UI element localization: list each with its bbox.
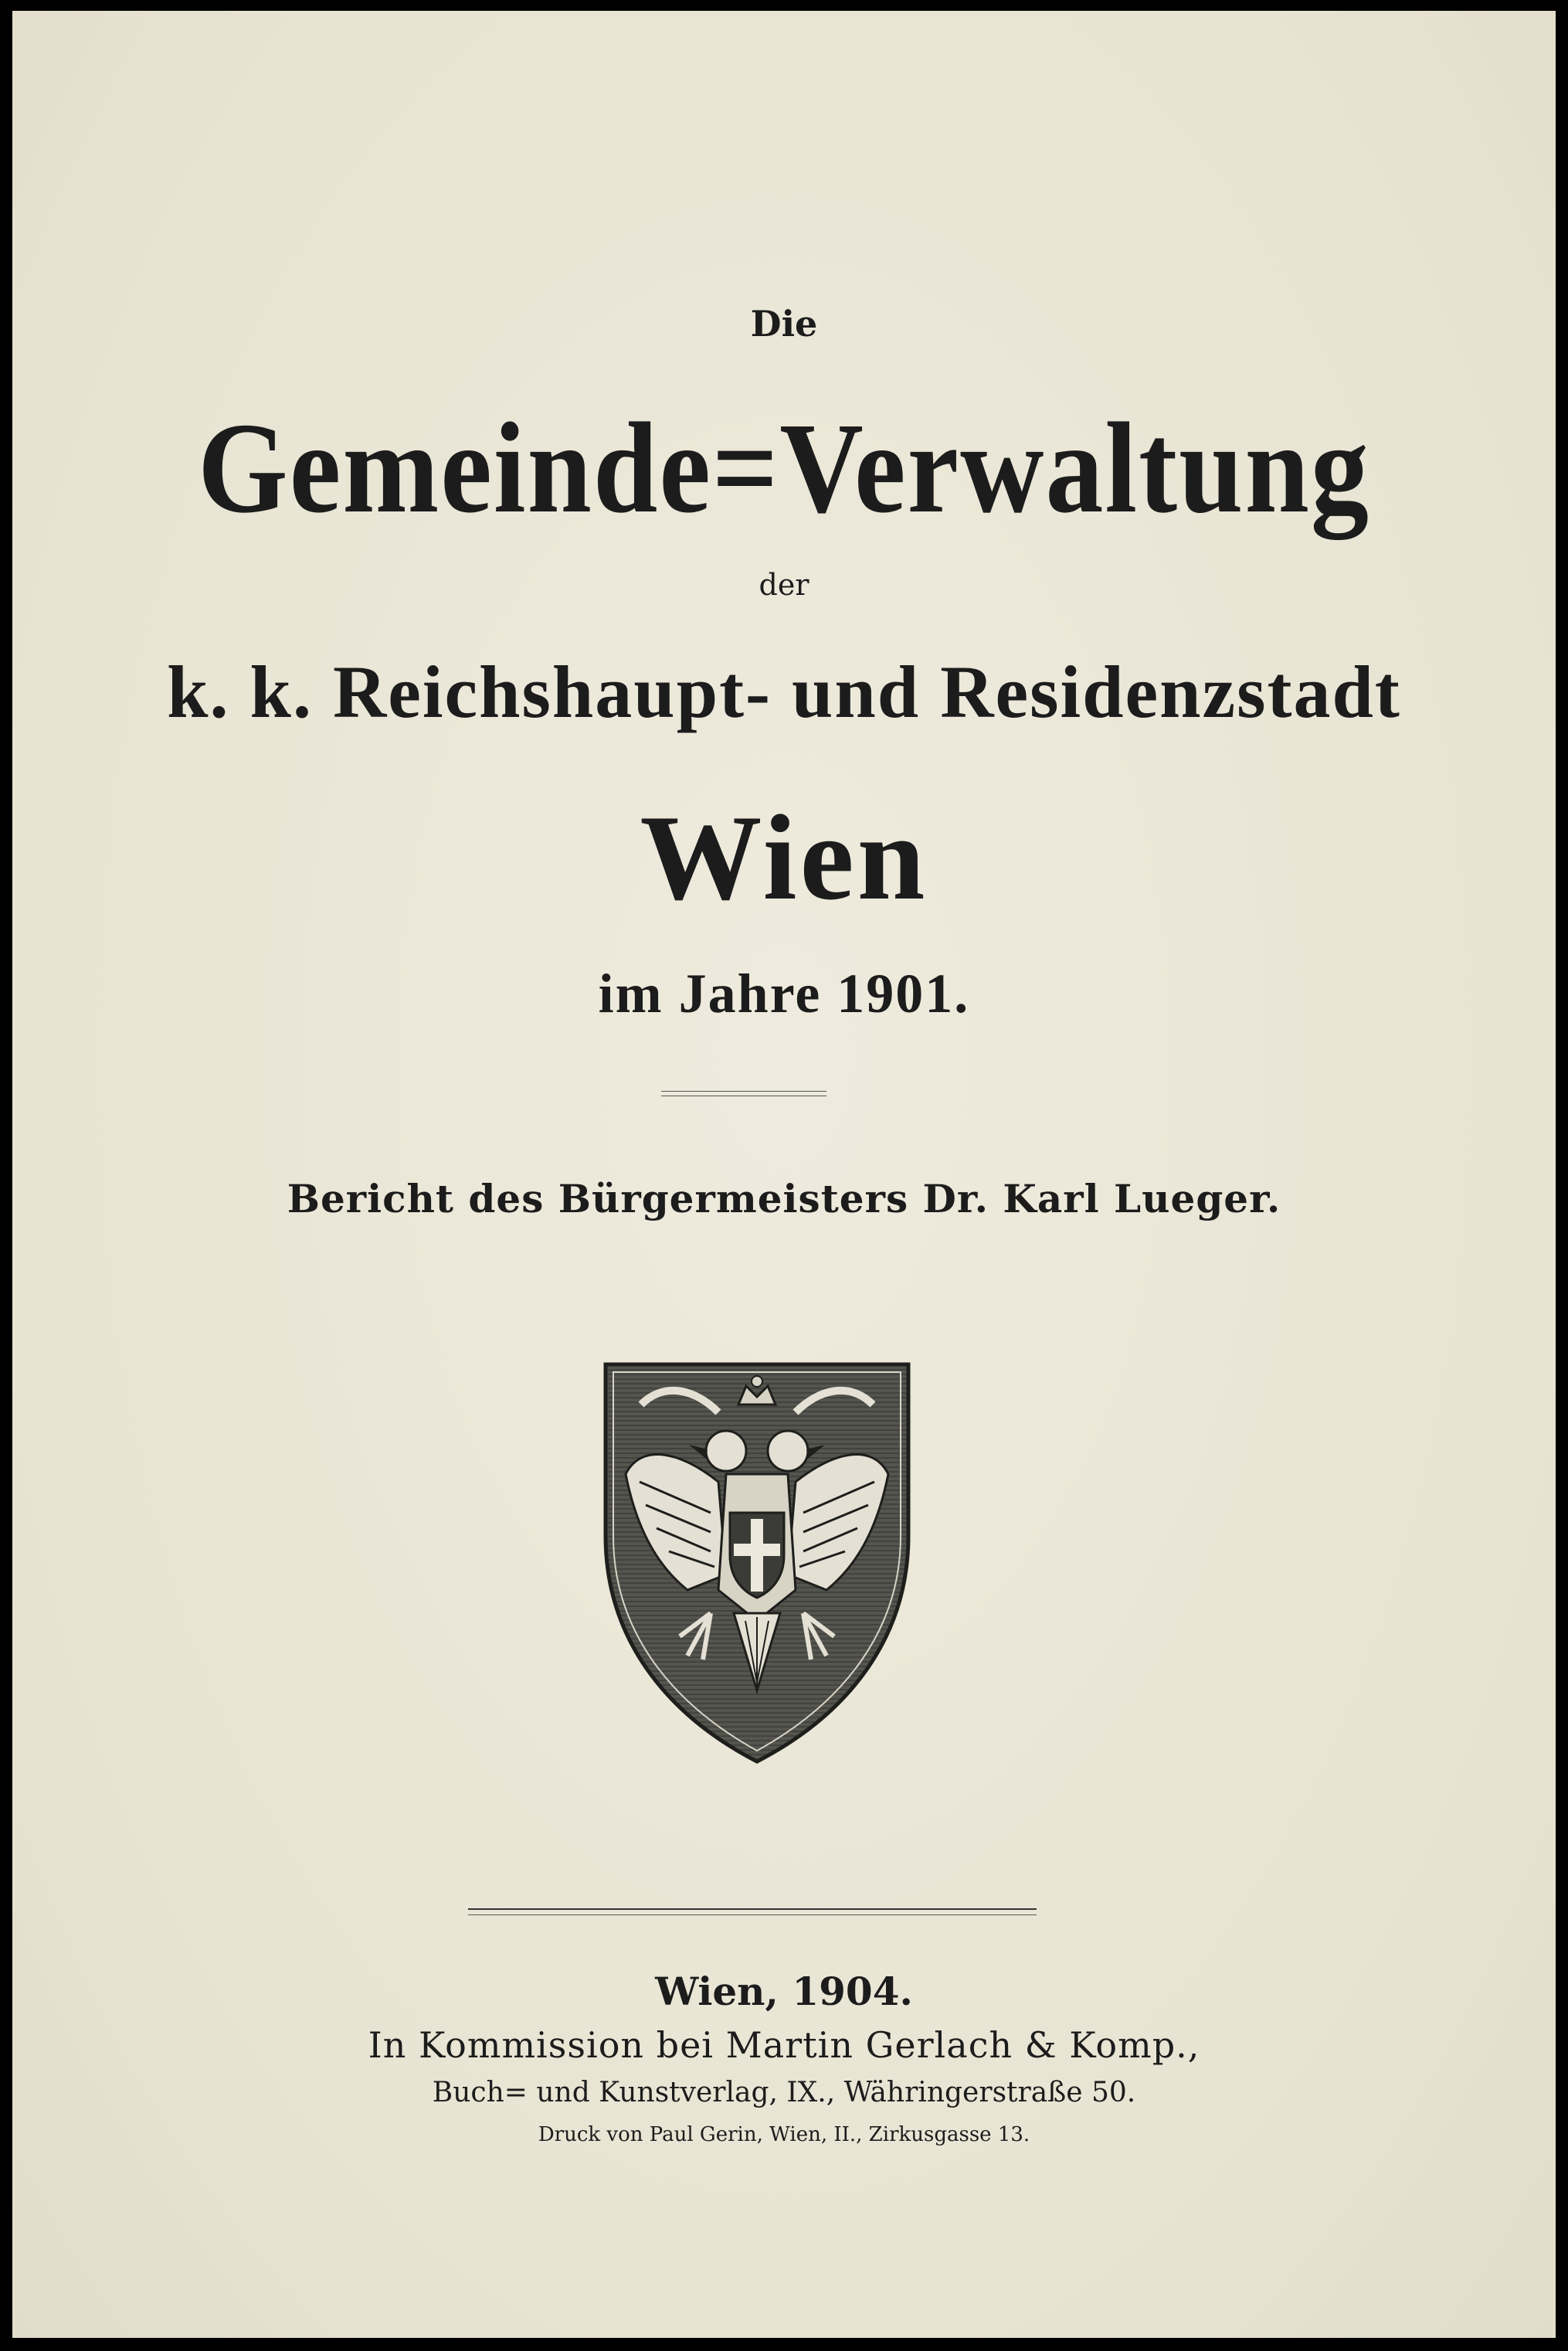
city-line: k. k. Reichshaupt- und Residenzstadt [167, 651, 1401, 733]
title-der: der [759, 568, 809, 602]
short-divider-rule [661, 1091, 826, 1096]
year-line: im Jahre 1901. [598, 963, 970, 1024]
imprint-printer: Druck von Paul Gerin, Wien, II., Zirkusgasse 13. [538, 2123, 1030, 2146]
vienna-coat-of-arms-icon [595, 1358, 919, 1768]
title-die: Die [750, 303, 818, 345]
imprint-commission: In Kommission bei Martin Gerlach & Komp., [368, 2024, 1200, 2066]
main-title: Gemeinde=Verwaltung [198, 396, 1370, 540]
imprint-place-year: Wien, 1904. [655, 1969, 913, 2014]
long-divider-rule [468, 1908, 1037, 1915]
imprint-publisher-address: Buch= und Kunstverlag, IX., Währingerstraße 50. [432, 2077, 1136, 2108]
report-line: Bericht des Bürgermeisters Dr. Karl Lueger. [287, 1176, 1281, 1221]
city-name: Wien [640, 790, 928, 926]
